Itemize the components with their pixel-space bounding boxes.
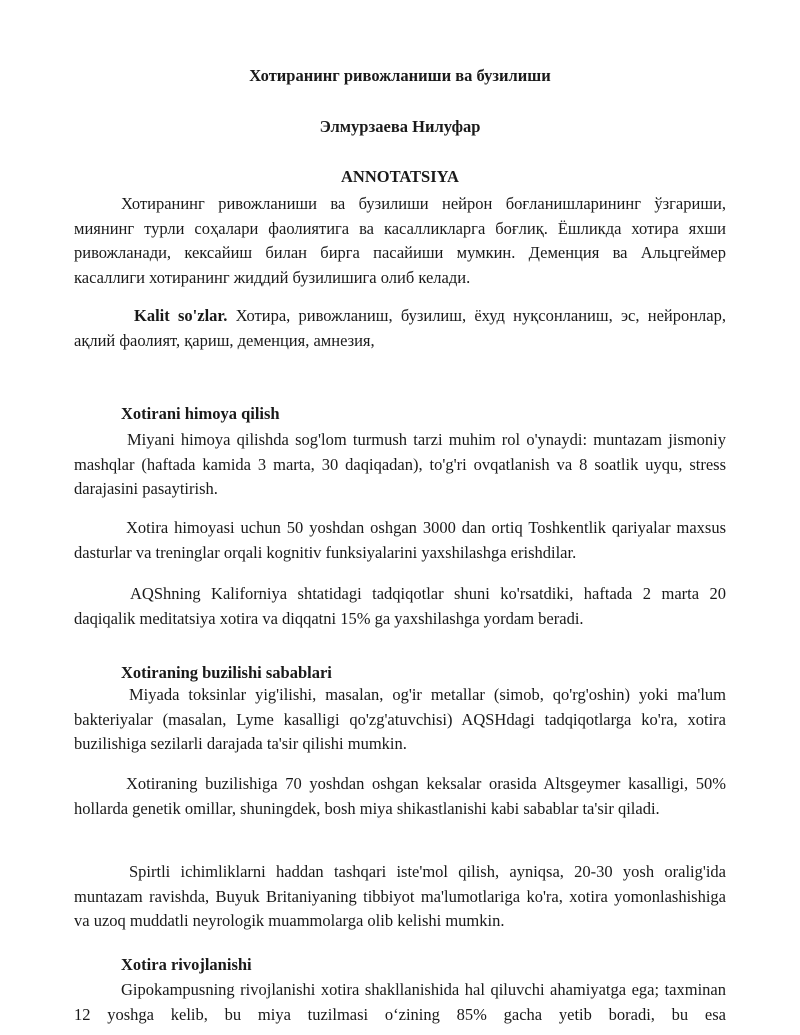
section-paragraph: Xotira himoyasi uchun 50 yoshdan oshgan 3000 dan ortiq Toshkentlik qariyalar maxsus dasturlar va treninglar orqali kognitiv funksiyalarini yaxshilashga erishdilar. <box>74 518 726 562</box>
keywords-label: Kalit so'zlar. <box>134 306 228 325</box>
section-paragraph: Spirtli ichimliklarni haddan tashqari iste'mol qilish, ayniqsa, 20-30 yosh oralig'ida muntazam ravishda, Buyuk Britaniyaning tibbiyot ma'lumotlariga ko'ra, xotira yomonlashishiga va uzoq muddatli neyrologik muammolarga olib kelishi mumkin. <box>74 862 726 930</box>
keywords-paragraph <box>74 304 726 353</box>
document-author: Элмурзаева Нилуфар <box>319 117 481 136</box>
section-paragraph: Miyani himoya qilishda sog'lom turmush tarzi muhim rol o'ynaydi: muntazam jismoniy mashqlar (haftada kamida 3 marta, 30 daqiqadan), to'g'ri ovqatlanish va 8 soatlik uyqu, stress darajasini pasaytirish. <box>74 430 726 498</box>
keywords-text: Хотира, ривожланиш, бузилиш, ёхуд нуқсонланиш, эс, нейронлар, ақлий фаолият, қариш, деменция, амнезия, <box>74 306 726 350</box>
document-title: Хотиранинг ривожланиши ва бузилиши <box>249 66 551 85</box>
section-paragraph: Gipokampusning rivojlanishi xotira shakllanishida hal qiluvchi ahamiyatga ega; taxminan 12 yoshga kelib, bu miya tuzilmasi oʻzining 85% gacha yetib boradi, bu esa <box>74 980 726 1024</box>
section-heading-memory-impairment-causes: Xotiraning buzilishi sabablari <box>121 663 332 682</box>
annotation-heading: ANNOTATSIYA <box>341 167 459 186</box>
annotation-paragraph: Хотиранинг ривожланиши ва бузилиши нейрон боғланишларининг ўзгариши, миянинг турли соҳалари фаолиятига ва касалликларга боғлиқ. Ёшликда хотира яхши ривожланади, кексайиш билан бирга пасайиши мумкин. Деменция ва Альцгеймер касаллиги хотиранинг жиддий бузилишига олиб келади. <box>74 194 726 287</box>
section-paragraph: Xotiraning buzilishiga 70 yoshdan oshgan keksalar orasida Altsgeymer kasalligi, 50% hollarda genetik omillar, shuningdek, bosh miya shikastlanishi kabi sabablar ta'sir qiladi. <box>74 774 726 818</box>
section-paragraph: Miyada toksinlar yig'ilishi, masalan, og'ir metallar (simob, qo'rg'oshin) yoki ma'lum bakteriyalar (masalan, Lyme kasalligi qo'zg'atuvchisi) AQSHdagi tadqiqotlarga ko'ra, xotira buzilishiga sezilarli darajada ta'sir qilishi mumkin. <box>74 685 726 753</box>
section-heading-memory-protection: Xotirani himoya qilish <box>121 404 280 423</box>
section-heading-memory-development: Xotira rivojlanishi <box>121 955 252 974</box>
section-paragraph: AQShning Kaliforniya shtatidagi tadqiqotlar shuni ko'rsatdiki, haftada 2 marta 20 daqiqalik meditatsiya xotira va diqqatni 15% ga yaxshilashga yordam beradi. <box>74 584 726 628</box>
